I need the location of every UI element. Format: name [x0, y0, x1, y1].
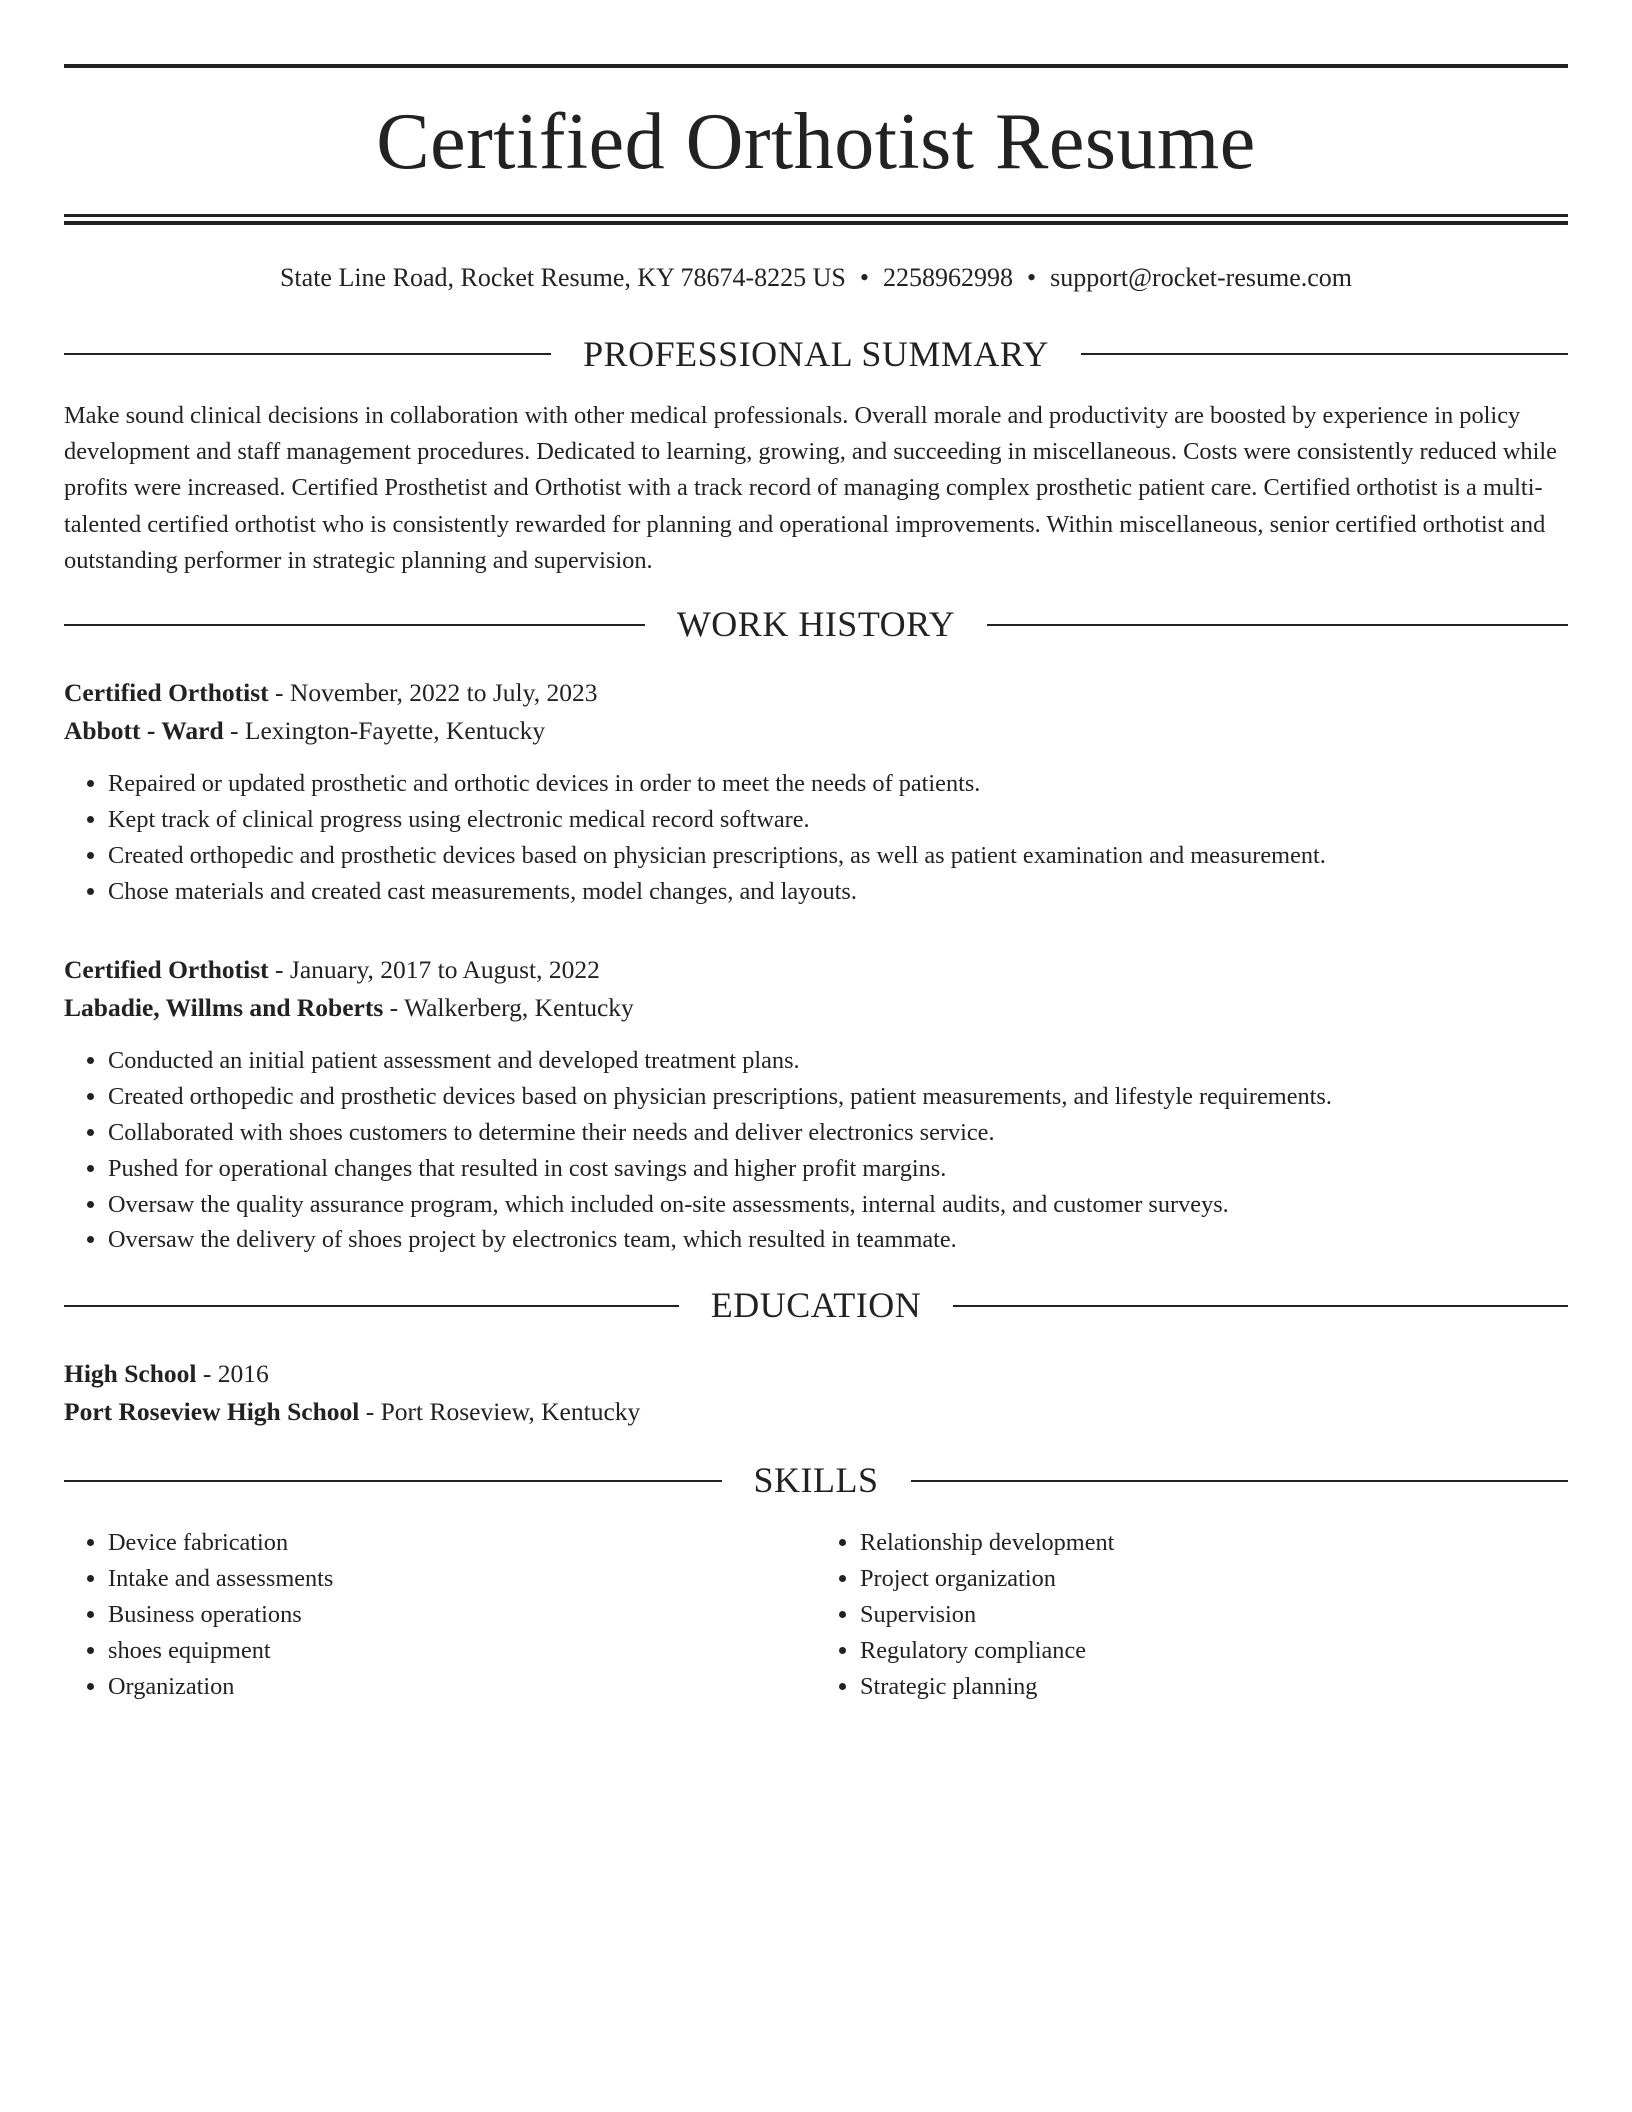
heading-rule-right [987, 624, 1568, 626]
education-location: - Port Roseview, Kentucky [359, 1397, 641, 1427]
job-dates: - January, 2017 to August, 2022 [268, 955, 600, 985]
job-bullet: • Conducted an initial patient assessment and developed treatment plans. [108, 1043, 1568, 1079]
title-double-rule [64, 214, 1568, 225]
job-dates: - November, 2022 to July, 2023 [268, 678, 598, 708]
skills-grid [64, 1525, 1568, 1705]
contact-email: support@rocket-resume.com [1050, 263, 1353, 292]
heading-rule-right [911, 1480, 1569, 1482]
heading-rule-left [64, 624, 645, 626]
contact-line [64, 261, 1568, 295]
job-bullet: • Chose materials and created cast measurements, model changes, and layouts. [108, 874, 1568, 910]
skill-item: • Organization [108, 1669, 816, 1705]
contact-address: State Line Road, Rocket Resume, KY 78674-8225 US [279, 263, 846, 292]
job-location: - Walkerberg, Kentucky [383, 993, 634, 1023]
education-school: Port Roseview High School [64, 1397, 360, 1427]
job-title: Certified Orthotist [64, 678, 269, 708]
skills-heading [64, 1459, 1568, 1502]
contact-separator: • [1026, 263, 1037, 292]
education-school-line [64, 1393, 1568, 1431]
job-bullet: • Collaborated with shoes customers to determine their needs and deliver electronics service. [108, 1115, 1568, 1151]
summary-heading [64, 333, 1568, 376]
work-history-heading [64, 603, 1568, 646]
education-degree: High School [64, 1359, 197, 1389]
heading-rule-left [64, 1480, 722, 1482]
job-entry [64, 674, 1568, 909]
contact-phone: 2258962998 [882, 263, 1013, 292]
heading-rule-right [1081, 353, 1568, 355]
job-bullets [64, 1043, 1568, 1258]
job-bullet: • Pushed for operational changes that resulted in cost savings and higher profit margins. [108, 1151, 1568, 1187]
work-history-heading-label: WORK HISTORY [676, 604, 956, 644]
job-bullet: • Repaired or updated prosthetic and orthotic devices in order to meet the needs of patients. [108, 766, 1568, 802]
summary-text: Make sound clinical decisions in collaboration with other medical professionals. Overall morale and productivity are boosted by experience in policy development and staff management procedures. Dedicated to learning, growing, and succeeding in miscellaneous. Costs were consistently reduced while profits were increased. Certified Prosthetist and Orthotist with a track record of managing complex prosthetic patient care. Certified orthotist is a multi-talented certified orthotist who is consistently rewarded for planning and operational improvements. Within miscellaneous, senior certified orthotist and outstanding performer in strategic planning and supervision. [64, 401, 1558, 574]
job-entry [64, 951, 1568, 1258]
skill-item: • Relationship development [860, 1525, 1568, 1561]
skill-item: • Business operations [108, 1597, 816, 1633]
education-entry [64, 1355, 1568, 1431]
job-title: Certified Orthotist [64, 955, 269, 985]
job-location: - Lexington-Fayette, Kentucky [223, 716, 546, 746]
education-degree-line [64, 1355, 1568, 1393]
job-company-line [64, 989, 1568, 1027]
skill-item: • Device fabrication [108, 1525, 816, 1561]
skill-item: • Strategic planning [860, 1669, 1568, 1705]
job-company: Abbott - Ward [64, 716, 224, 746]
skill-item: • Intake and assessments [108, 1561, 816, 1597]
job-bullet: • Kept track of clinical progress using electronic medical record software. [108, 802, 1568, 838]
skills-list-right [816, 1525, 1568, 1705]
job-title-line [64, 951, 1568, 989]
heading-rule-left [64, 353, 551, 355]
job-bullet: • Created orthopedic and prosthetic devices based on physician prescriptions, as well as patient examination and measurement. [108, 838, 1568, 874]
education-heading-label: EDUCATION [710, 1285, 922, 1326]
job-bullet: • Created orthopedic and prosthetic devices based on physician prescriptions, patient measurements, and lifestyle requirements. [108, 1079, 1568, 1115]
job-company-line [64, 712, 1568, 750]
job-bullet: • Oversaw the quality assurance program, which included on-site assessments, internal audits, and customer surveys. [108, 1187, 1568, 1223]
resume-title: Certified Orthotist Resume [376, 98, 1256, 186]
summary-heading-label: PROFESSIONAL SUMMARY [583, 333, 1049, 374]
top-rule [64, 64, 1568, 68]
skills-heading-label: SKILLS [753, 1460, 879, 1501]
education-heading [64, 1284, 1568, 1327]
education-year: - 2016 [196, 1359, 269, 1389]
skill-item: • shoes equipment [108, 1633, 816, 1669]
heading-rule-left [64, 1305, 679, 1307]
heading-rule-right [953, 1305, 1568, 1307]
job-company: Labadie, Willms and Roberts [64, 993, 384, 1023]
skill-item: • Project organization [860, 1561, 1568, 1597]
job-bullet: • Oversaw the delivery of shoes project by electronics team, which resulted in teammate. [108, 1222, 1568, 1258]
skills-list-left [64, 1525, 816, 1705]
contact-separator: • [859, 263, 869, 292]
skill-item: • Supervision [860, 1597, 1568, 1633]
skill-item: • Regulatory compliance [860, 1633, 1568, 1669]
job-title-line [64, 674, 1568, 712]
job-bullets [64, 766, 1568, 909]
